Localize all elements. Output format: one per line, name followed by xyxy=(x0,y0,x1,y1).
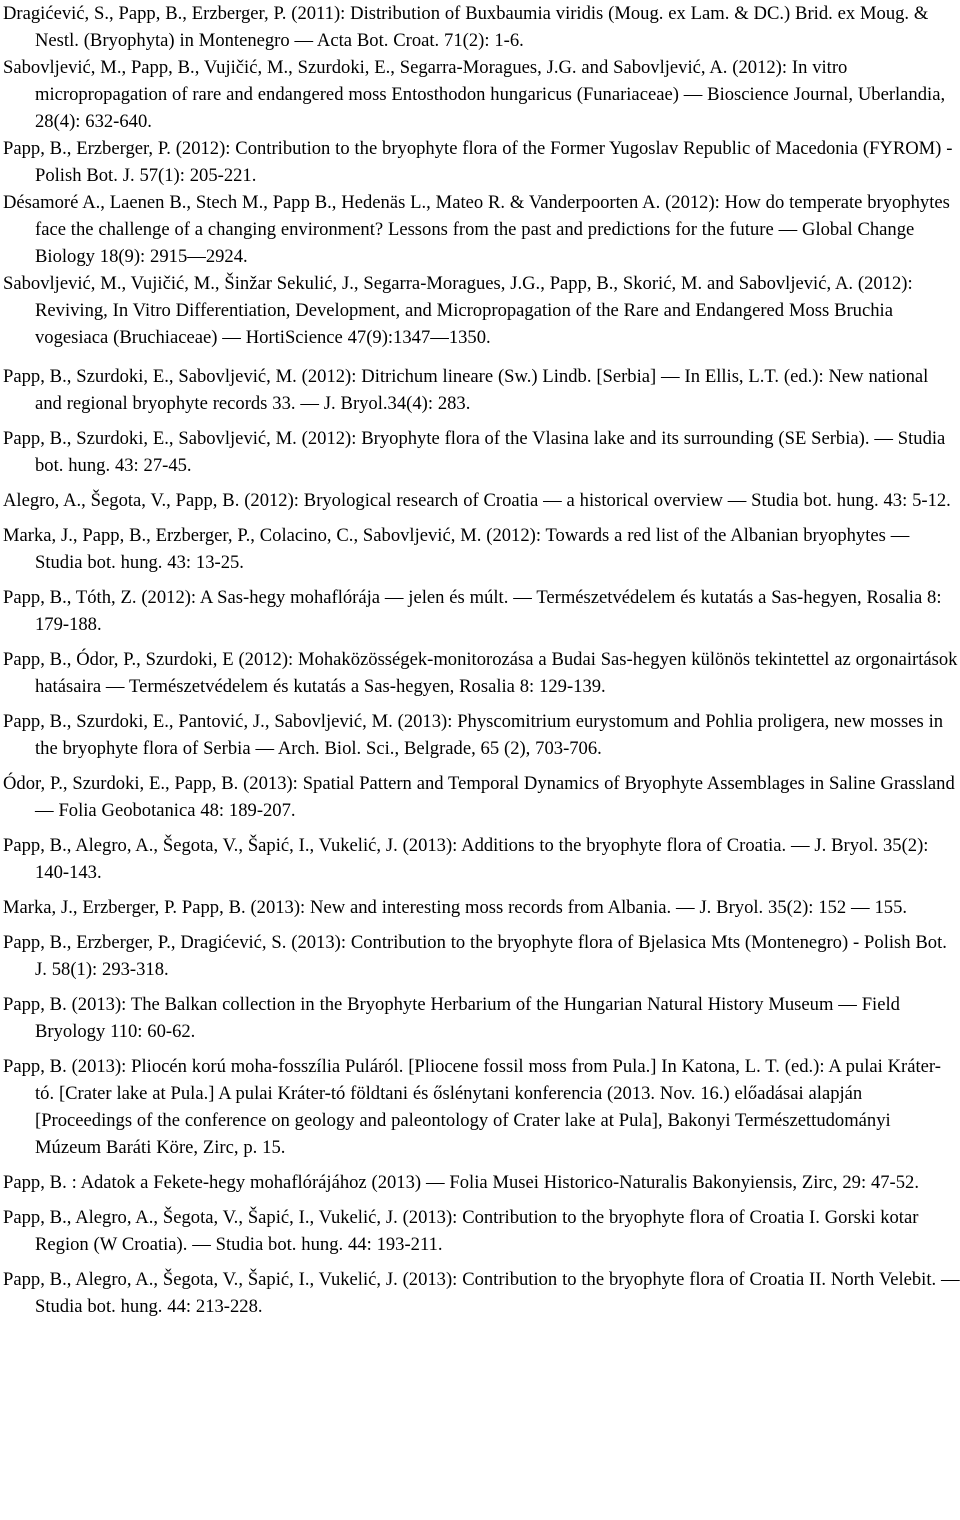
reference-entry: Papp, B., Tóth, Z. (2012): A Sas-hegy mohaflórája — jelen és múlt. — Természetvédelem és kutatás a Sas-hegyen, Rosalia 8: 179-188. xyxy=(3,587,942,635)
reference-entry: Alegro, A., Šegota, V., Papp, B. (2012): Bryological research of Croatia — a historical overview — Studia bot. hung. 43: 5-12. xyxy=(3,490,951,511)
reference-entry: Papp, B., Erzberger, P., Dragićević, S. (2013): Contribution to the bryophyte flora of Bjelasica Mts (Montenegro) - Polish Bot. J. 58(1): 293-318. xyxy=(3,932,947,980)
reference-entry: Désamoré A., Laenen B., Stech M., Papp B., Hedenäs L., Mateo R. & Vanderpoorten A. (2012): How do temperate bryophytes face the challenge of a changing environment? Lessons from the past and predictions for the future — Global Change Biology 18(9): 2915—2924. xyxy=(3,192,950,267)
reference-entry: Papp, B., Erzberger, P. (2012): Contribution to the bryophyte flora of the Former Yugoslav Republic of Macedonia (FYROM) - Polish Bot. J. 57(1): 205-221. xyxy=(3,138,953,186)
reference-entry: Marka, J., Papp, B., Erzberger, P., Colacino, C., Sabovljević, M. (2012): Towards a red list of the Albanian bryophytes — Studia bot. hung. 43: 13-25. xyxy=(3,525,910,573)
reference-entry: Marka, J., Erzberger, P. Papp, B. (2013): New and interesting moss records from Albania. — J. Bryol. 35(2): 152 — 155. xyxy=(3,897,908,918)
reference-entry: Papp, B., Alegro, A., Šegota, V., Šapić, I., Vukelić, J. (2013): Contribution to the bryophyte flora of Croatia II. North Velebit. — Studia bot. hung. 44: 213-228. xyxy=(3,1269,960,1317)
reference-entry: Sabovljević, M., Vujičić, M., Šinžar Sekulić, J., Segarra-Moragues, J.G., Papp, B., Skorić, M. and Sabovljević, A. (2012): Reviving, In Vitro Differentiation, Development, and Micropropagation of the Rare and Endangered Moss Bruchia vogesiaca (Bruchiaceae) — HortiScience 47(9):1347—1350. xyxy=(3,273,913,348)
reference-entry: Dragićević, S., Papp, B., Erzberger, P. (2011): Distribution of Buxbaumia viridis (Moug. ex Lam. & DC.) Brid. ex Moug. & Nestl. (Bryophyta) in Montenegro — Acta Bot. Croat. 71(2): 1-6. xyxy=(3,3,929,51)
reference-entry: Papp, B., Ódor, P., Szurdoki, E (2012): Mohaközösségek-monitorozása a Budai Sas-hegyen különös tekintettel az orgonairtások hatásaira — Természetvédelem és kutatás a Sas-hegyen, Rosalia 8: 129-139. xyxy=(3,649,958,697)
reference-entry: Papp, B. : Adatok a Fekete-hegy mohaflórájához (2013) — Folia Musei Historico-Naturalis Bakonyiensis, Zirc, 29: 47-52. xyxy=(3,1172,919,1193)
reference-entry: Ódor, P., Szurdoki, E., Papp, B. (2013): Spatial Pattern and Temporal Dynamics of Bryophyte Assemblages in Saline Grassland — Folia Geobotanica 48: 189-207. xyxy=(3,773,955,821)
reference-entry: Papp, B., Szurdoki, E., Sabovljević, M. (2012): Bryophyte flora of the Vlasina lake and its surrounding (SE Serbia). — Studia bot. hung. 43: 27-45. xyxy=(3,428,946,476)
reference-entry: Papp, B., Alegro, A., Šegota, V., Šapić, I., Vukelić, J. (2013): Additions to the bryophyte flora of Croatia. — J. Bryol. 35(2): 140-143. xyxy=(3,835,929,883)
reference-entry: Sabovljević, M., Papp, B., Vujičić, M., Szurdoki, E., Segarra-Moragues, J.G. and Sabovljević, A. (2012): In vitro micropropagation of rare and endangered moss Entosthodon hungaricus (Funariaceae) — Bioscience Journal, Uberlandia, 28(4): 632-640. xyxy=(3,57,946,132)
reference-entry: Papp, B. (2013): Pliocén korú moha-fosszília Puláról. [Pliocene fossil moss from Pula.] In Katona, L. T. (ed.): A pulai Kráter-tó. [Crater lake at Pula.] A pulai Kráter-tó földtani és őslénytani konferencia (2013. Nov. 16.) előadásai alapján [Proceedings of the conference on geology and paleontology of Crater lake at Pula], Bakonyi Természettudományi Múzeum Baráti Köre, Zirc, p. 15. xyxy=(3,1056,941,1158)
reference-entry: Papp, B., Szurdoki, E., Sabovljević, M. (2012): Ditrichum lineare (Sw.) Lindb. [Serbia] — In Ellis, L.T. (ed.): New national and regional bryophyte records 33. — J. Bryol.34(4): 283. xyxy=(3,366,929,414)
reference-entry: Papp, B. (2013): The Balkan collection in the Bryophyte Herbarium of the Hungarian Natural History Museum — Field Bryology 110: 60-62. xyxy=(3,994,900,1042)
reference-entry: Papp, B., Alegro, A., Šegota, V., Šapić, I., Vukelić, J. (2013): Contribution to the bryophyte flora of Croatia I. Gorski kotar Region (W Croatia). — Studia bot. hung. 44: 193-211. xyxy=(3,1207,919,1255)
reference-entry: Papp, B., Szurdoki, E., Pantović, J., Sabovljević, M. (2013): Physcomitrium eurystomum and Pohlia proligera, new mosses in the bryophyte flora of Serbia — Arch. Biol. Sci., Belgrade, 65 (2), 703-706. xyxy=(3,711,944,759)
